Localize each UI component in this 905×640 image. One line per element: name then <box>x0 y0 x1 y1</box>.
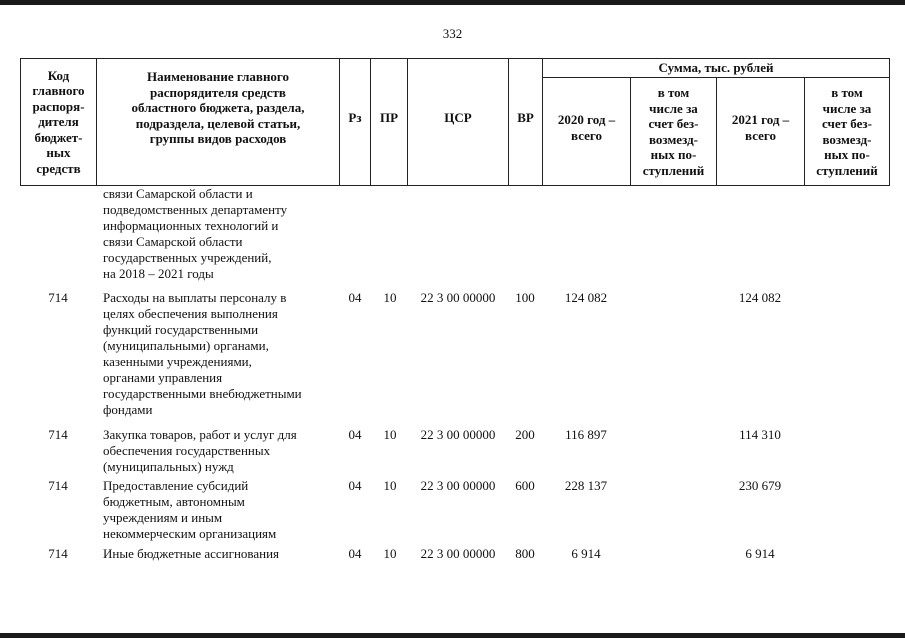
top-rule <box>0 0 905 5</box>
header-code: Код главного распоря- дителя бюджет- ных средств <box>32 67 85 176</box>
row-2021-total: 230 679 <box>738 478 782 493</box>
row-vr: 100 <box>515 290 535 305</box>
row-pr: 10 <box>383 478 397 493</box>
row-2020-total: 116 897 <box>565 427 607 442</box>
row-pr: 10 <box>383 427 397 442</box>
continuation-text: связи Самарской области и подведомственных департаменту информационных технологий и связи Самарской области государственных учреждений, на 2018 – 2021 годы <box>103 186 288 281</box>
row-csr: 22 3 00 00000 <box>420 546 496 561</box>
header-name: Наименование главного распорядителя средств областного бюджета, раздела, подраздела, целевой статьи, группы видов расходов <box>131 69 305 147</box>
header-2021-total: 2021 год – всего <box>731 112 790 143</box>
bottom-rule <box>0 633 905 638</box>
row-code: 714 <box>48 290 68 305</box>
row-vr: 800 <box>515 546 535 561</box>
row-name: Расходы на выплаты персоналу в целях обеспечения выполнения функций государственными (муниципальными) органами, казенными учреждениями, органами управления государственными внебюджетными фондами <box>103 290 302 417</box>
row-vr: 200 <box>515 427 535 442</box>
header-sum-group: Сумма, тыс. рублей <box>658 60 774 76</box>
row-code: 714 <box>48 427 68 442</box>
row-2020-total: 228 137 <box>564 478 608 493</box>
row-vr: 600 <box>515 478 535 493</box>
header-vr: ВР <box>517 110 534 126</box>
row-rz: 04 <box>348 290 362 305</box>
header-2020-gratuitous: в том числе за счет без- возмезд- ных по- ступлений <box>642 85 705 178</box>
row-code: 714 <box>48 546 68 561</box>
row-name: Иные бюджетные ассигнования <box>103 546 280 561</box>
row-name: Закупка товаров, работ и услуг для обеспечения государственных (муниципальных) нужд <box>103 427 297 474</box>
header-2020-total: 2020 год – всего <box>557 112 616 143</box>
row-2020-total: 124 082 <box>564 290 608 305</box>
row-2021-total: 124 082 <box>738 290 782 305</box>
row-code: 714 <box>48 478 68 493</box>
row-csr: 22 3 00 00000 <box>420 427 496 442</box>
row-rz: 04 <box>348 427 362 442</box>
header-rz: Рз <box>348 110 362 126</box>
row-2021-total: 114 310 <box>739 427 781 442</box>
row-name: Предоставление субсидий бюджетным, автономным учреждениям и иным некоммерческим организациям <box>103 478 277 541</box>
header-2021-gratuitous: в том числе за счет без- возмезд- ных по- ступлений <box>816 85 878 178</box>
row-csr: 22 3 00 00000 <box>420 290 496 305</box>
row-csr: 22 3 00 00000 <box>420 478 496 493</box>
header-pr: ПР <box>379 110 399 126</box>
header-csr: ЦСР <box>444 110 472 126</box>
row-2020-total: 6 914 <box>571 546 601 561</box>
row-2021-total: 6 914 <box>745 546 775 561</box>
col-border <box>889 58 890 186</box>
page-number: 332 <box>442 26 463 41</box>
row-pr: 10 <box>383 546 397 561</box>
row-rz: 04 <box>348 546 362 561</box>
row-rz: 04 <box>348 478 362 493</box>
row-pr: 10 <box>383 290 397 305</box>
